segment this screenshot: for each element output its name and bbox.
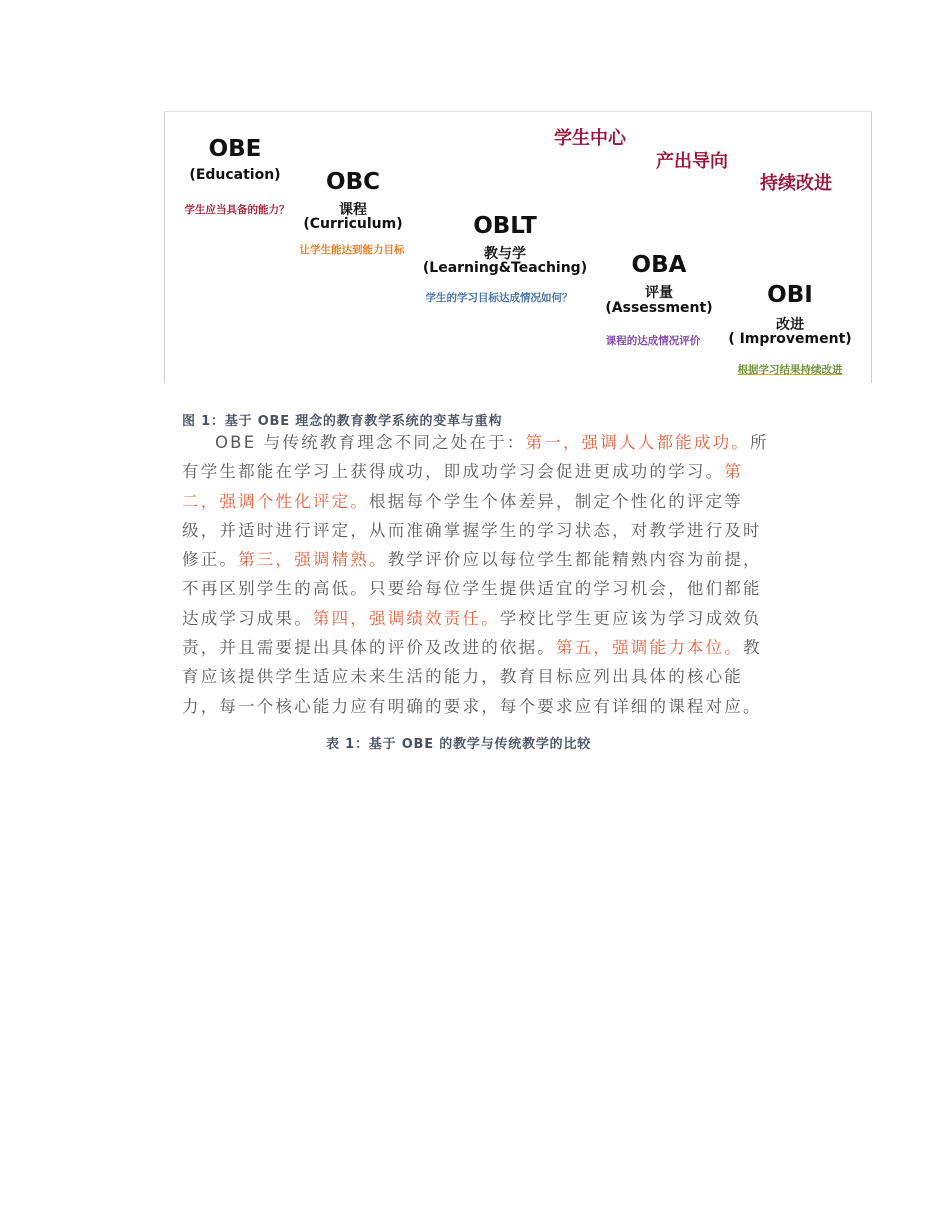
stage-obe-name-en: (Education) — [189, 167, 281, 183]
paragraph-line — [182, 428, 772, 457]
figure-caption: 图 1：基于 OBE 理念的教育教学系统的变革与重构 — [182, 414, 503, 429]
highlighted-text: 第一，强调人人都能成功。 — [525, 433, 750, 452]
stage-oblt-acronym: OBLT — [473, 213, 537, 239]
highlighted-text: 第五，强调能力本位。 — [556, 638, 743, 658]
theme-student-centered: 学生中心 — [554, 128, 626, 149]
stage-obi-name-cn: 改进 — [776, 317, 804, 333]
obe-diagram — [164, 111, 872, 383]
stage-oba-acronym: OBA — [631, 252, 687, 278]
theme-outcome-oriented: 产出导向 — [656, 151, 728, 172]
body-text: 学校比学生更应该为学习成效负 — [499, 608, 762, 628]
body-text: 达成学习成果。 — [182, 608, 313, 628]
stage-oblt-name-cn: 教与学 — [484, 246, 526, 262]
paragraph-line — [182, 604, 772, 633]
body-text: 有学生都能在学习上获得成功，即成功学习会促进更成功的学习。 — [182, 462, 725, 482]
highlighted-text: 第 — [724, 462, 744, 482]
highlighted-text: 第四，强调绩效责任。 — [312, 608, 500, 628]
stage-obc-name-cn: 课程 — [339, 202, 367, 218]
stage-obc-acronym: OBC — [326, 169, 380, 195]
body-text: 根据每个学生个体差异，制定个性化的评定等 — [369, 491, 743, 511]
stage-obi-name-en: ( Improvement) — [728, 331, 852, 347]
paragraph-line — [182, 487, 772, 516]
paragraph-line — [182, 545, 772, 574]
stage-oba-name-cn: 评量 — [645, 285, 673, 301]
stage-oba-name-en: (Assessment) — [605, 300, 713, 316]
stage-obe-acronym: OBE — [208, 136, 262, 162]
highlighted-text: 第三，强调精熟。 — [238, 550, 388, 570]
body-text: 修正。 — [182, 550, 239, 570]
body-text: 级，并适时进行评定，从而准确掌握学生的学习状态，对教学进行及时 — [182, 520, 762, 540]
stage-obe-note: 学生应当具备的能力？ — [184, 204, 290, 216]
paragraph-line — [182, 574, 772, 603]
body-paragraph — [182, 428, 772, 721]
theme-continuous-improvement: 持续改进 — [760, 173, 832, 194]
paragraph-line — [182, 662, 772, 691]
body-text: 教 — [743, 638, 762, 658]
stage-obc-name-en: (Curriculum) — [303, 216, 403, 232]
body-text: 育应该提供学生适应未来生活的能力，教育目标应列出具体的核心能 — [182, 667, 743, 687]
body-text: 不再区别学生的高低。只要给每位学生提供适宜的学习机会，他们都能 — [182, 579, 762, 599]
body-text: 教学评价应以每位学生都能精熟内容为前提， — [387, 550, 762, 570]
stage-oba-note: 课程的达成情况评价 — [605, 335, 701, 347]
stage-obi-note: 根据学习结果持续改进 — [737, 364, 843, 376]
paragraph-line — [182, 457, 772, 486]
stage-oblt-name-en: (Learning&Teaching) — [422, 260, 588, 276]
body-text: 责，并且需要提出具体的评价及改进的依据。 — [182, 638, 556, 658]
body-text: 力，每一个核心能力应有明确的要求，每个要求应有详细的课程对应。 — [182, 696, 762, 716]
paragraph-line — [182, 692, 772, 721]
stage-oblt-note: 学生的学习目标达成情况如何？ — [425, 292, 573, 304]
stage-obc-note: 让学生能达到能力目标 — [299, 244, 405, 256]
paragraph-line — [182, 516, 772, 545]
paragraph-line — [182, 633, 772, 662]
body-text: OBE 与传统教育理念不同之处在于： — [215, 433, 526, 452]
body-text: 所 — [749, 433, 769, 452]
table-caption: 表 1：基于 OBE 的教学与传统教学的比较 — [326, 737, 592, 752]
stage-obi-acronym: OBI — [767, 282, 813, 308]
highlighted-text: 二，强调个性化评定。 — [182, 491, 369, 511]
